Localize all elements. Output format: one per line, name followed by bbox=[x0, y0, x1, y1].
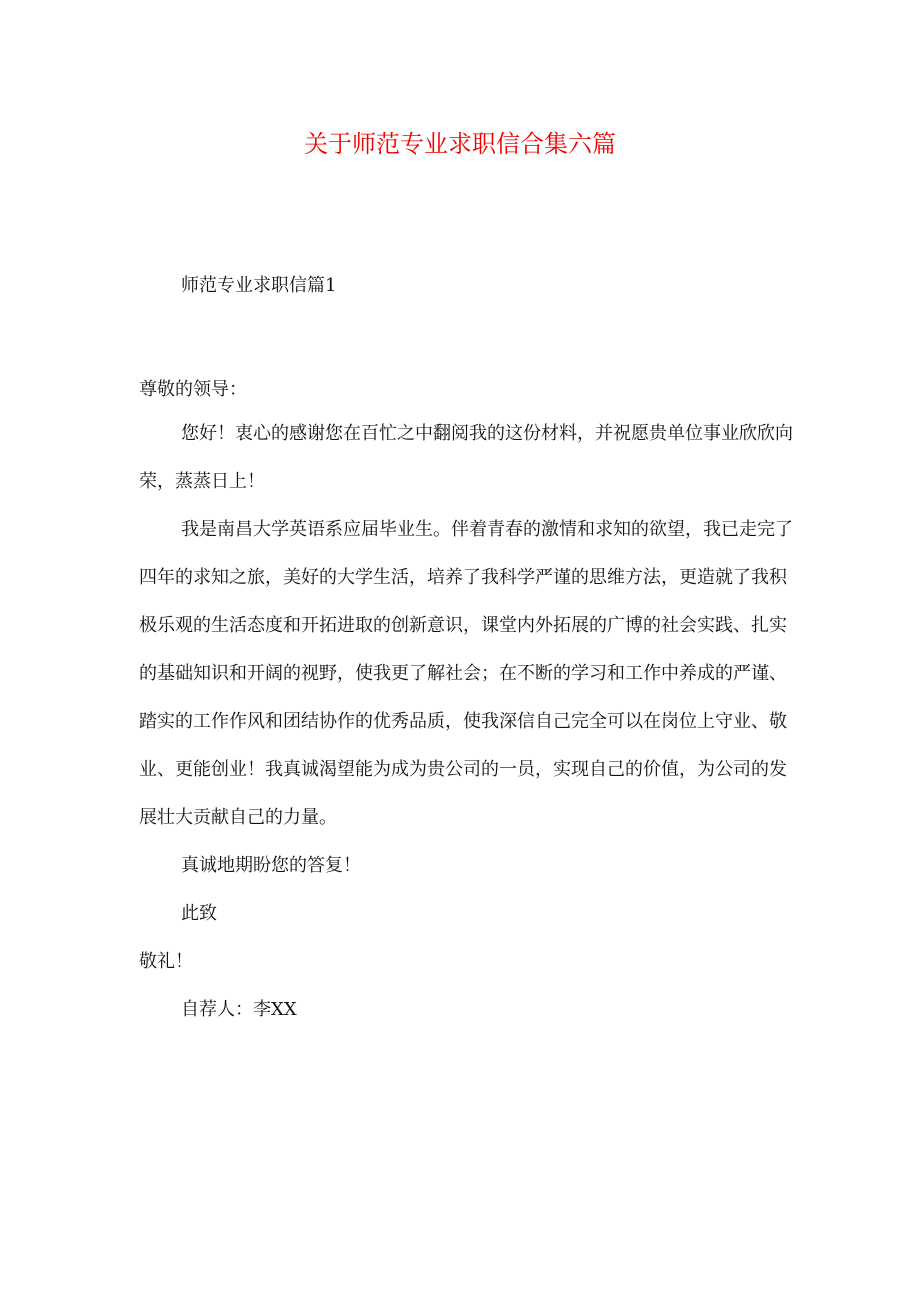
signature: 自荐人：李XX bbox=[181, 999, 297, 1020]
document-title: 关于师范专业求职信合集六篇 bbox=[304, 130, 616, 158]
closing-phrase: 此致 bbox=[181, 903, 217, 924]
paragraph-introduction: 我是南昌大学英语系应届毕业生。伴着青春的激情和求知的欲望，我已走完了四年的求知之旅，美好的大学生活，培养了我科学严谨的思维方法，更造就了我积极乐观的生活态度和开拓进取的创新意识，课堂内外拓展的广博的社会实践、扎实的基础知识和开阔的视野，使我更了解社会；在不断的学习和工作中养成的严谨、踏实的工作作风和团结协作的优秀品质，使我深信自己完全可以在岗位上守业、敬业、更能创业！我真诚渴望能为成为贵公司的一员，实现自己的价值，为公司的发展壮大贡献自己的力量。 bbox=[139, 519, 793, 828]
closing-regards: 敬礼！ bbox=[139, 951, 193, 972]
section-heading: 师范专业求职信篇1 bbox=[181, 275, 337, 296]
salutation: 尊敬的领导： bbox=[139, 379, 247, 400]
paragraph-greeting: 您好！衷心的感谢您在百忙之中翻阅我的这份材料，并祝愿贵单位事业欣欣向荣，蒸蒸日上！ bbox=[139, 423, 793, 492]
closing-expectation: 真诚地期盼您的答复！ bbox=[181, 855, 361, 876]
